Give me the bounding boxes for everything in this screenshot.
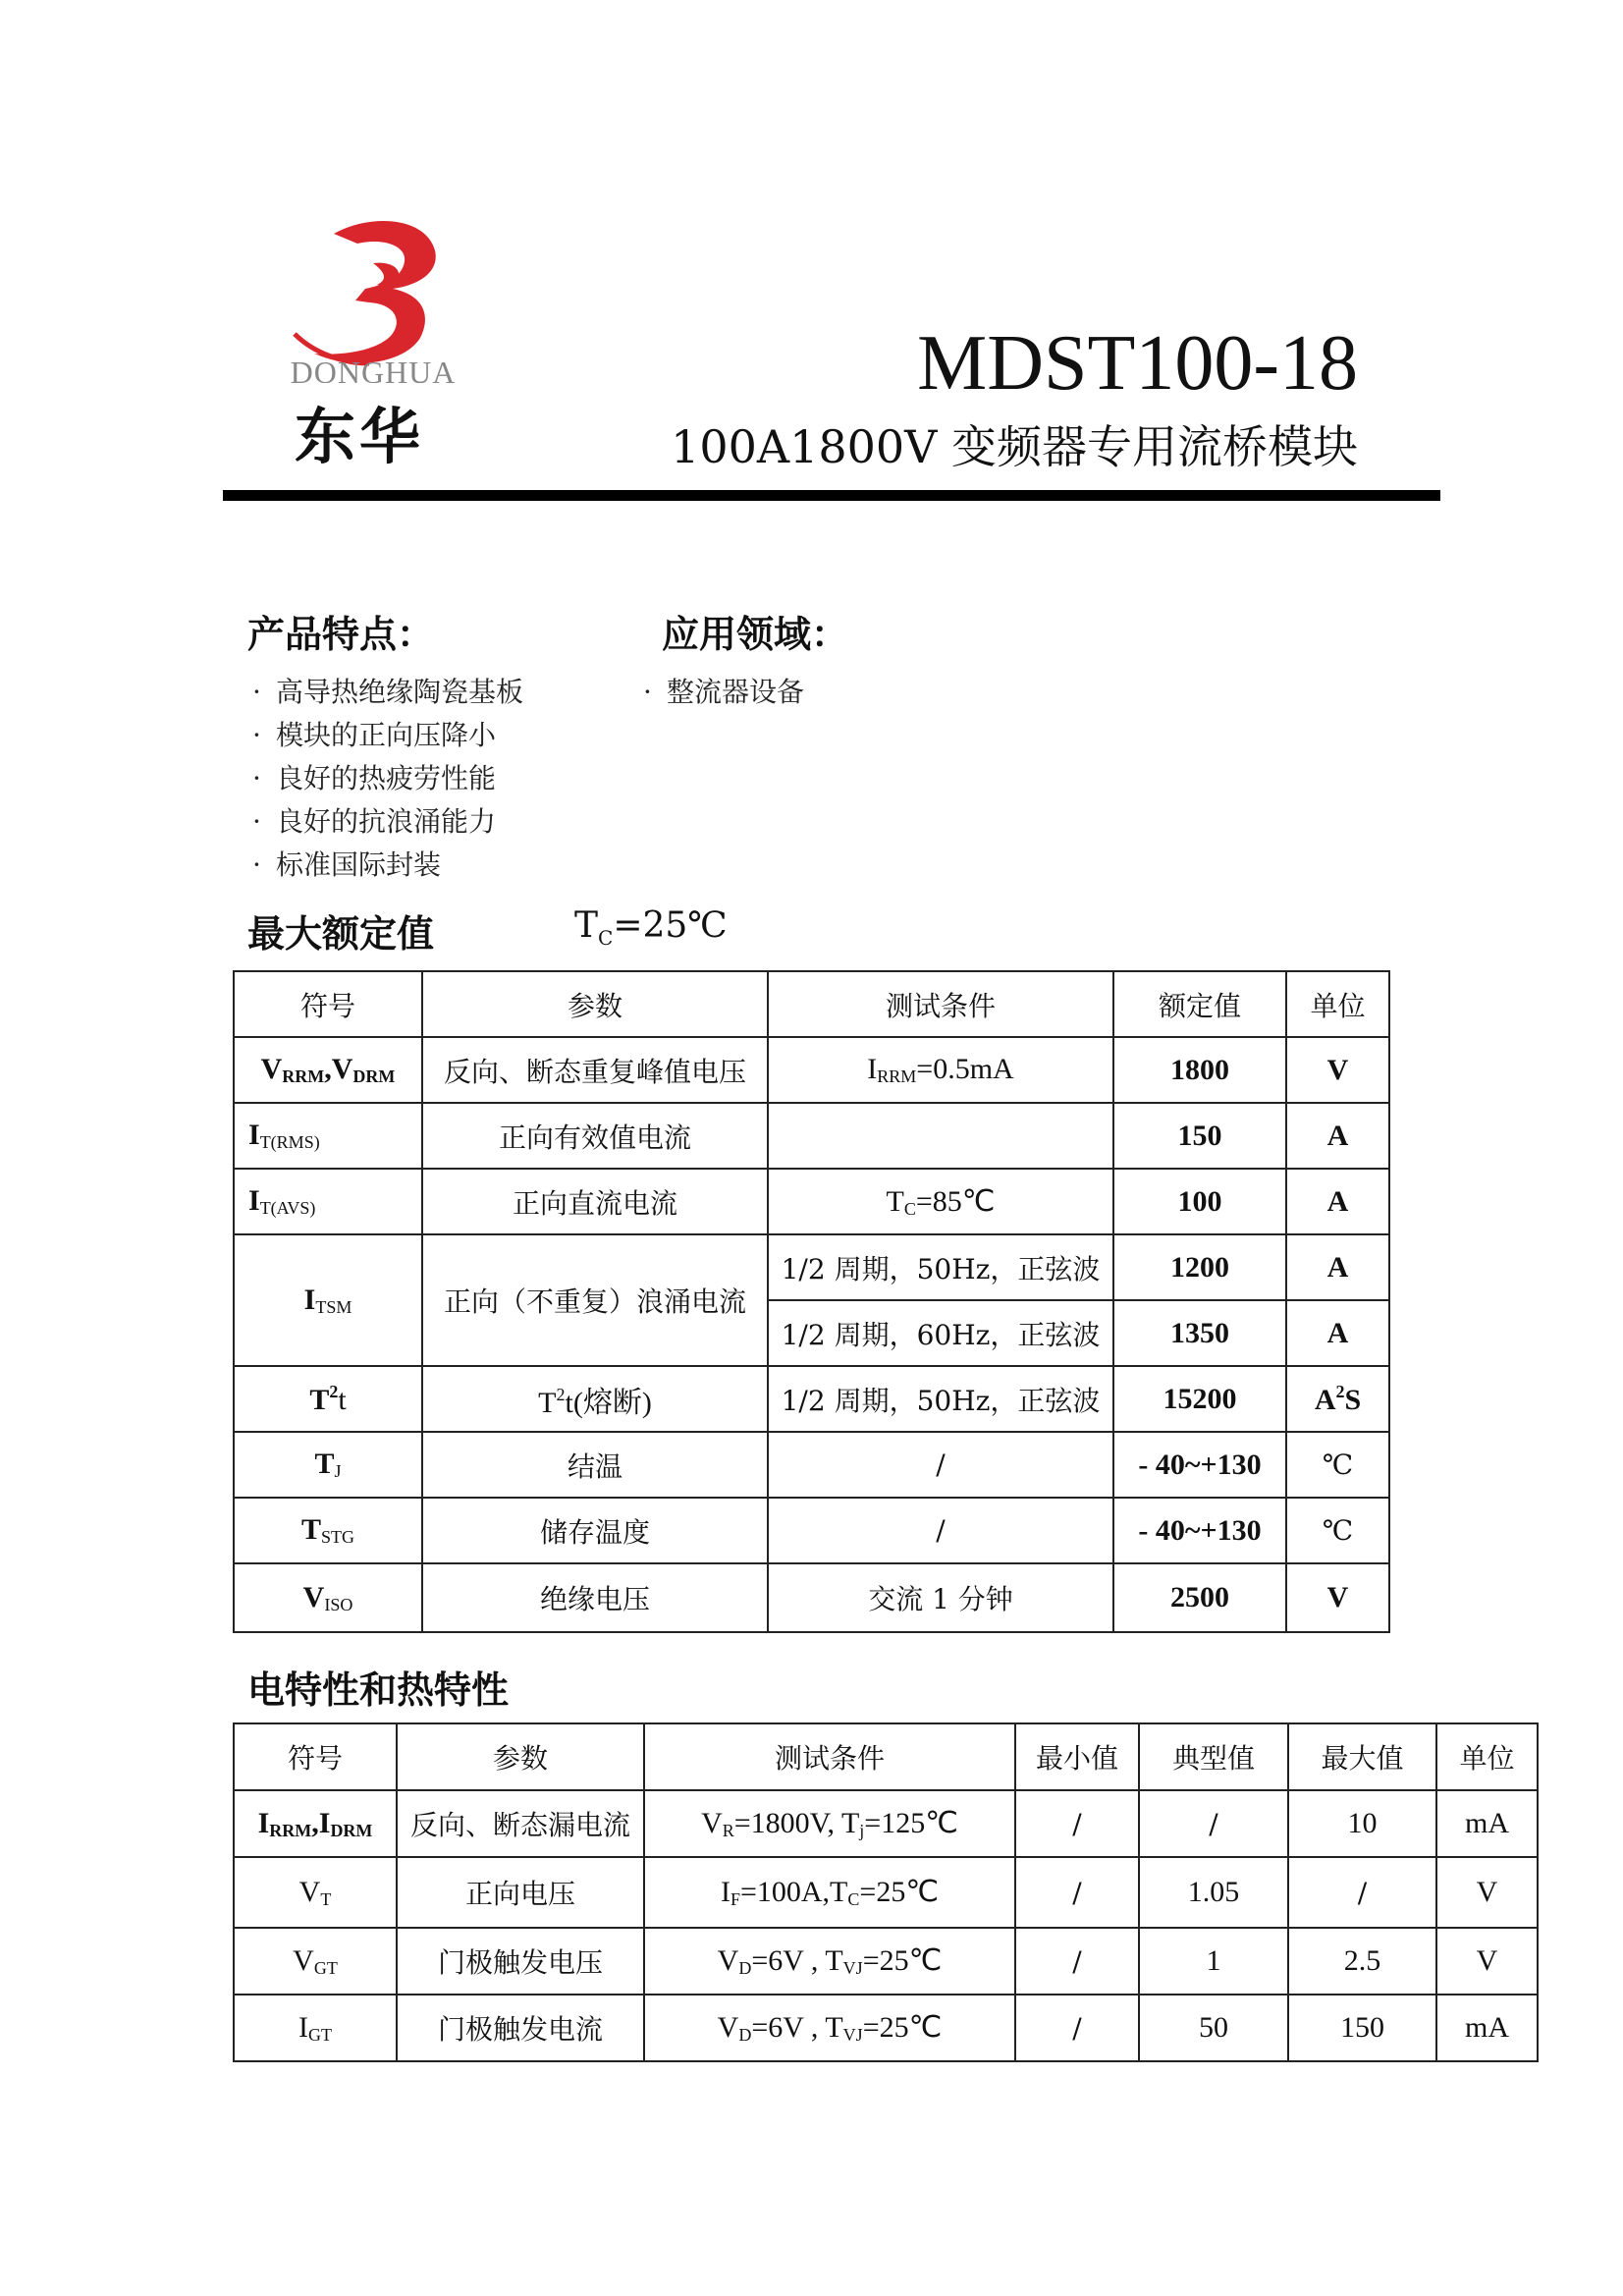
- max-ratings-condition: $T_C=25℃$: [574, 905, 728, 951]
- max-cell: 10: [1288, 1790, 1436, 1857]
- applications-heading: 应用领域：: [662, 613, 849, 656]
- electrical-heading: 电特性和热特性: [247, 1668, 510, 1712]
- table-row: [234, 1103, 1389, 1169]
- unit-cell: V: [1286, 1037, 1389, 1103]
- condition-cell: /: [768, 1432, 1113, 1498]
- unit-cell: A: [1286, 1300, 1389, 1366]
- table-row: [234, 1037, 1389, 1103]
- bullet-icon: ·: [252, 676, 261, 708]
- table-row: [234, 1928, 1538, 1995]
- unit-cell: V: [1436, 1928, 1538, 1995]
- param-cell: 门极触发电压: [397, 1928, 644, 1995]
- symbol-cell: $V_{RRM},V_{DRM}$: [234, 1037, 422, 1103]
- symbol-cell: $V_{ISO}$: [234, 1563, 422, 1632]
- min-cell: /: [1015, 1928, 1139, 1995]
- table-row: [234, 1432, 1389, 1498]
- param-cell: $T^2t$(熔断): [422, 1366, 768, 1432]
- table-row: [234, 1234, 1389, 1300]
- bullet-icon: ·: [252, 762, 261, 794]
- bullet-icon: ·: [252, 848, 261, 881]
- list-item: · 整流器设备: [643, 671, 804, 714]
- table-row: [234, 1790, 1538, 1857]
- header-cell: 最大值: [1288, 1723, 1436, 1790]
- features-heading: 产品特点：: [247, 613, 435, 656]
- table-row: [234, 1995, 1538, 2061]
- min-cell: /: [1015, 1790, 1139, 1857]
- header-cell: 参数: [397, 1723, 644, 1790]
- table-row: [234, 1563, 1389, 1632]
- electrical-table: [233, 1722, 1539, 2062]
- typ-cell: 1.05: [1139, 1857, 1288, 1928]
- param-cell: 反向、断态漏电流: [397, 1790, 644, 1857]
- bullet-icon: ·: [252, 805, 261, 838]
- condition-cell: 交流 1 分钟: [768, 1563, 1113, 1632]
- value-cell: 2500: [1113, 1563, 1286, 1632]
- max-cell: /: [1288, 1857, 1436, 1928]
- condition-cell: $V_D=6V$ , $T_{VJ}=25℃$: [644, 1928, 1015, 1995]
- header-cell: 符号: [234, 971, 422, 1037]
- typ-cell: 1: [1139, 1928, 1288, 1995]
- symbol-cell: $T^2t$: [234, 1366, 422, 1432]
- unit-cell: ℃: [1286, 1498, 1389, 1563]
- unit-cell: A: [1286, 1169, 1389, 1234]
- value-cell: - 40~+130: [1113, 1432, 1286, 1498]
- header-cell: 测试条件: [644, 1723, 1015, 1790]
- max-ratings-table: [233, 970, 1390, 1633]
- svg-text:DONGHUA: DONGHUA: [290, 355, 457, 383]
- condition-cell: 1/2 周期，60Hz，正弦波: [768, 1300, 1113, 1366]
- value-cell: 150: [1113, 1103, 1286, 1169]
- list-item: · 良好的热疲劳性能: [252, 757, 523, 800]
- header-cell: 符号: [234, 1723, 397, 1790]
- header-rule: [223, 490, 1440, 501]
- max-cell: 150: [1288, 1995, 1436, 2061]
- unit-cell: V: [1436, 1857, 1538, 1928]
- condition-cell: $V_D=6V$ , $T_{VJ}=25℃$: [644, 1995, 1015, 2061]
- min-cell: /: [1015, 1857, 1139, 1928]
- header-cell: 额定值: [1113, 971, 1286, 1037]
- header-cell: 参数: [422, 971, 768, 1037]
- bullet-icon: ·: [252, 719, 261, 751]
- logo-chinese-name: 东华: [295, 401, 425, 472]
- condition-cell: $T_C=85℃$: [768, 1169, 1113, 1234]
- value-cell: 1350: [1113, 1300, 1286, 1366]
- bullet-icon: ·: [643, 676, 652, 708]
- table-row: [234, 1498, 1389, 1563]
- unit-cell: mA: [1436, 1995, 1538, 2061]
- max-cell: 2.5: [1288, 1928, 1436, 1995]
- header-cell: 典型值: [1139, 1723, 1288, 1790]
- table-row: [234, 1366, 1389, 1432]
- symbol-cell: $V_{GT}$: [234, 1928, 397, 1995]
- symbol-cell: $T_J$: [234, 1432, 422, 1498]
- unit-cell: A: [1286, 1103, 1389, 1169]
- list-item: · 良好的抗浪涌能力: [252, 800, 523, 844]
- param-cell: 正向（不重复）浪涌电流: [422, 1234, 768, 1366]
- condition-cell: /: [768, 1498, 1113, 1563]
- symbol-cell: $I_{T(RMS)}$: [234, 1103, 422, 1169]
- min-cell: /: [1015, 1995, 1139, 2061]
- unit-cell: V: [1286, 1563, 1389, 1632]
- condition-cell: 1/2 周期，50Hz，正弦波: [768, 1366, 1113, 1432]
- model-number: MDST100-18: [917, 320, 1358, 407]
- param-cell: 反向、断态重复峰值电压: [422, 1037, 768, 1103]
- unit-cell: $A^2S$: [1286, 1366, 1389, 1432]
- value-cell: 100: [1113, 1169, 1286, 1234]
- value-cell: - 40~+130: [1113, 1498, 1286, 1563]
- product-subtitle: 100A1800V 变频器专用流桥模块: [671, 420, 1358, 473]
- header-cell: 最小值: [1015, 1723, 1139, 1790]
- param-cell: 结温: [422, 1432, 768, 1498]
- param-cell: 储存温度: [422, 1498, 768, 1563]
- unit-cell: mA: [1436, 1790, 1538, 1857]
- symbol-cell: $T_{STG}$: [234, 1498, 422, 1563]
- list-item: · 模块的正向压降小: [252, 714, 523, 757]
- max-ratings-heading: 最大额定值: [247, 912, 435, 956]
- param-cell: 绝缘电压: [422, 1563, 768, 1632]
- param-cell: 正向电压: [397, 1857, 644, 1928]
- table-header-row: [234, 1723, 1538, 1790]
- param-cell: 正向有效值电流: [422, 1103, 768, 1169]
- features-list: [252, 671, 523, 887]
- condition-cell: 1/2 周期，50Hz，正弦波: [768, 1234, 1113, 1300]
- condition-cell: $I_F=100A,T_C=25℃$: [644, 1857, 1015, 1928]
- symbol-cell: $I_{T(AVS)}$: [234, 1169, 422, 1234]
- applications-list: [643, 671, 804, 714]
- typ-cell: 50: [1139, 1995, 1288, 2061]
- table-row: [234, 1857, 1538, 1928]
- header-cell: 测试条件: [768, 971, 1113, 1037]
- donghua-logo: [275, 206, 471, 383]
- table-row: [234, 1169, 1389, 1234]
- condition-cell: [768, 1103, 1113, 1169]
- symbol-cell: $I_{TSM}$: [234, 1234, 422, 1366]
- condition-cell: $I_{RRM}=0.5mA$: [768, 1037, 1113, 1103]
- table-header-row: [234, 971, 1389, 1037]
- symbol-cell: $I_{GT}$: [234, 1995, 397, 2061]
- param-cell: 正向直流电流: [422, 1169, 768, 1234]
- list-item: · 标准国际封装: [252, 844, 523, 887]
- typ-cell: /: [1139, 1790, 1288, 1857]
- header-cell: 单位: [1286, 971, 1389, 1037]
- unit-cell: ℃: [1286, 1432, 1389, 1498]
- param-cell: 门极触发电流: [397, 1995, 644, 2061]
- value-cell: 15200: [1113, 1366, 1286, 1432]
- symbol-cell: $V_T$: [234, 1857, 397, 1928]
- header-cell: 单位: [1436, 1723, 1538, 1790]
- unit-cell: A: [1286, 1234, 1389, 1300]
- condition-cell: $V_R=1800V$, $T_j=125℃$: [644, 1790, 1015, 1857]
- value-cell: 1800: [1113, 1037, 1286, 1103]
- list-item: · 高导热绝缘陶瓷基板: [252, 671, 523, 714]
- value-cell: 1200: [1113, 1234, 1286, 1300]
- symbol-cell: $I_{RRM},I_{DRM}$: [234, 1790, 397, 1857]
